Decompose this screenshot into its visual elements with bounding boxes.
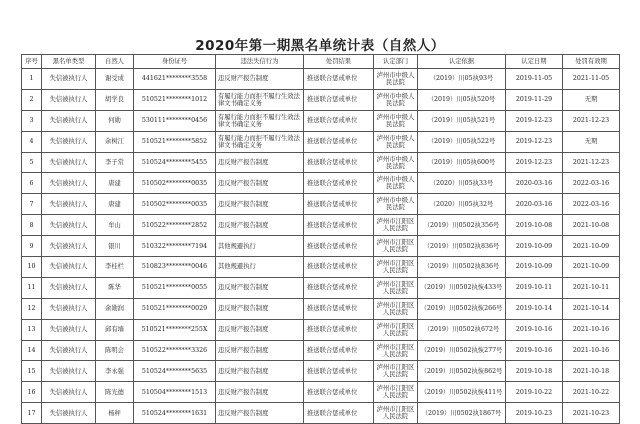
cell-behavior: 违反财产报告制度: [216, 277, 304, 298]
cell-dept: 泸州市江阳区人民法院: [374, 215, 418, 236]
table-row: [22, 319, 620, 340]
cell-dept: 泸州市江阳区人民法院: [374, 319, 418, 340]
cell-behavior: 违反财产报告制度: [216, 340, 304, 361]
header-date: 认定日期: [506, 55, 563, 69]
cell-no: 5: [22, 152, 42, 173]
cell-validity: 2021-11-05: [563, 69, 620, 90]
cell-name: 唐建: [96, 173, 134, 194]
cell-dept: 泸州市江阳区人民法院: [374, 382, 418, 403]
cell-type: 失信被执行人: [42, 236, 96, 257]
cell-date: 2019-10-09: [506, 236, 563, 257]
cell-date: 2019-10-23: [506, 403, 563, 424]
cell-validity: 无期: [563, 131, 620, 152]
cell-basis: （2019）川05执93号: [418, 69, 506, 90]
cell-type: 失信被执行人: [42, 89, 96, 110]
cell-no: 14: [22, 340, 42, 361]
table-row: [22, 277, 620, 298]
cell-no: 11: [22, 277, 42, 298]
cell-no: 16: [22, 382, 42, 403]
cell-basis: （2019）川05执522号: [418, 131, 506, 152]
cell-id: 510504********1513: [134, 382, 216, 403]
header-dept: 认定部门: [374, 55, 418, 69]
cell-no: 9: [22, 236, 42, 257]
cell-behavior: 违反财产报告制度: [216, 382, 304, 403]
cell-type: 失信被执行人: [42, 319, 96, 340]
cell-behavior: 有履行能力而拒不履行生效法律文书确定义务: [216, 89, 304, 110]
table-row: [22, 382, 620, 403]
cell-validity: 无期: [563, 89, 620, 110]
cell-type: 失信被执行人: [42, 173, 96, 194]
cell-type: 失信被执行人: [42, 194, 96, 215]
cell-type: 失信被执行人: [42, 131, 96, 152]
cell-type: 失信被执行人: [42, 340, 96, 361]
cell-name: 余勋润: [96, 298, 134, 319]
cell-result: 推送联合惩戒单位: [304, 131, 374, 152]
cell-id: 510524********5635: [134, 361, 216, 382]
cell-behavior: 违反财产报告制度: [216, 298, 304, 319]
cell-no: 4: [22, 131, 42, 152]
table-row: [22, 236, 620, 257]
cell-result: 推送联合惩戒单位: [304, 236, 374, 257]
cell-dept: 泸州市中级人民法院: [374, 131, 418, 152]
cell-type: 失信被执行人: [42, 298, 96, 319]
cell-basis: （2019）川0502执恢862号: [418, 361, 506, 382]
cell-result: 推送联合惩戒单位: [304, 110, 374, 131]
cell-result: 推送联合惩戒单位: [304, 69, 374, 90]
cell-no: 6: [22, 173, 42, 194]
cell-date: 2019-10-09: [506, 257, 563, 278]
cell-validity: 2021-10-11: [563, 277, 620, 298]
cell-validity: 2021-12-23: [563, 110, 620, 131]
cell-result: 推送联合惩戒单位: [304, 298, 374, 319]
cell-validity: 2021-10-22: [563, 382, 620, 403]
cell-result: 推送联合惩戒单位: [304, 152, 374, 173]
cell-validity: 2021-10-08: [563, 215, 620, 236]
table-row: [22, 110, 620, 131]
cell-no: 12: [22, 298, 42, 319]
cell-name: 李子常: [96, 152, 134, 173]
cell-name: 唐建: [96, 194, 134, 215]
cell-id: 510521********5852: [134, 131, 216, 152]
cell-dept: 泸州市中级人民法院: [374, 173, 418, 194]
cell-id: 510502********0035: [134, 194, 216, 215]
cell-type: 失信被执行人: [42, 277, 96, 298]
cell-name: 谢受成: [96, 69, 134, 90]
cell-result: 推送联合惩戒单位: [304, 215, 374, 236]
cell-dept: 泸州市江阳区人民法院: [374, 361, 418, 382]
cell-dept: 泸州市江阳区人民法院: [374, 257, 418, 278]
cell-name: 李桂栏: [96, 257, 134, 278]
cell-validity: 2022-03-16: [563, 173, 620, 194]
cell-date: 2019-12-23: [506, 131, 563, 152]
cell-behavior: 违反财产报告制度: [216, 69, 304, 90]
cell-type: 失信被执行人: [42, 110, 96, 131]
cell-validity: 2021-10-23: [563, 403, 620, 424]
cell-no: 15: [22, 361, 42, 382]
cell-id: 510322********7194: [134, 236, 216, 257]
cell-basis: （2019）川0502执恢433号: [418, 277, 506, 298]
cell-validity: 2021-10-16: [563, 319, 620, 340]
cell-name: 胡学良: [96, 89, 134, 110]
cell-result: 推送联合惩戒单位: [304, 277, 374, 298]
cell-name: 牟山: [96, 215, 134, 236]
table-header-row: [22, 55, 620, 69]
blacklist-table: [21, 54, 620, 424]
cell-name: 陈光德: [96, 382, 134, 403]
cell-name: 陈华: [96, 277, 134, 298]
cell-basis: （2019）川0502执恢411号: [418, 382, 506, 403]
cell-basis: （2019）川0502执1867号: [418, 403, 506, 424]
cell-basis: （2019）川0502执836号: [418, 257, 506, 278]
cell-date: 2019-10-16: [506, 319, 563, 340]
cell-validity: 2021-10-14: [563, 298, 620, 319]
cell-date: 2019-10-14: [506, 298, 563, 319]
cell-name: 何勋: [96, 110, 134, 131]
cell-id: 510521********255X: [134, 319, 216, 340]
cell-validity: 2021-10-09: [563, 236, 620, 257]
cell-basis: （2019）川0502执672号: [418, 319, 506, 340]
header-id: 身份证号: [134, 55, 216, 69]
cell-id: 510522********2852: [134, 215, 216, 236]
cell-id: 510521********1012: [134, 89, 216, 110]
table-row: [22, 361, 620, 382]
cell-result: 推送联合惩戒单位: [304, 361, 374, 382]
header-name: 自然人: [96, 55, 134, 69]
cell-behavior: 违反财产报告制度: [216, 194, 304, 215]
cell-type: 失信被执行人: [42, 69, 96, 90]
cell-basis: （2019）川05执521号: [418, 110, 506, 131]
table-row: [22, 89, 620, 110]
table-row: [22, 152, 620, 173]
cell-dept: 泸州市中级人民法院: [374, 152, 418, 173]
cell-name: 余树江: [96, 131, 134, 152]
cell-basis: （2019）川05执520号: [418, 89, 506, 110]
cell-dept: 泸州市中级人民法院: [374, 194, 418, 215]
cell-result: 推送联合惩戒单位: [304, 382, 374, 403]
table-row: [22, 340, 620, 361]
cell-dept: 泸州市中级人民法院: [374, 89, 418, 110]
cell-date: 2020-03-16: [506, 194, 563, 215]
cell-dept: 泸州市中级人民法院: [374, 110, 418, 131]
cell-result: 推送联合惩戒单位: [304, 340, 374, 361]
cell-name: 李永强: [96, 361, 134, 382]
cell-date: 2019-10-08: [506, 215, 563, 236]
table-row: [22, 215, 620, 236]
cell-type: 失信被执行人: [42, 361, 96, 382]
cell-result: 推送联合惩戒单位: [304, 194, 374, 215]
cell-id: 510524********1631: [134, 403, 216, 424]
cell-basis: （2020）川05执33号: [418, 173, 506, 194]
cell-no: 2: [22, 89, 42, 110]
cell-behavior: 有履行能力而拒不履行生效法律文书确定义务: [216, 131, 304, 152]
cell-date: 2019-11-29: [506, 89, 563, 110]
cell-id: 510521********0055: [134, 277, 216, 298]
cell-date: 2019-12-23: [506, 152, 563, 173]
cell-id: 510823********0046: [134, 257, 216, 278]
cell-name: 陈明会: [96, 340, 134, 361]
cell-no: 8: [22, 215, 42, 236]
cell-behavior: 违反财产报告制度: [216, 173, 304, 194]
table-row: [22, 257, 620, 278]
cell-dept: 泸州市江阳区人民法院: [374, 236, 418, 257]
header-no: 序号: [22, 55, 42, 69]
cell-no: 1: [22, 69, 42, 90]
header-basis: 认定依据: [418, 55, 506, 69]
cell-date: 2019-10-11: [506, 277, 563, 298]
cell-name: 银川: [96, 236, 134, 257]
cell-id: 530111********0456: [134, 110, 216, 131]
table-row: [22, 131, 620, 152]
cell-basis: （2019）川0502执恢266号: [418, 298, 506, 319]
cell-behavior: 违反财产报告制度: [216, 215, 304, 236]
cell-basis: （2019）川05执600号: [418, 152, 506, 173]
cell-result: 推送联合惩戒单位: [304, 257, 374, 278]
cell-date: 2019-10-22: [506, 382, 563, 403]
header-behavior: 违法失信行为: [216, 55, 304, 69]
cell-dept: 泸州市江阳区人民法院: [374, 277, 418, 298]
cell-no: 10: [22, 257, 42, 278]
cell-type: 失信被执行人: [42, 215, 96, 236]
cell-result: 推送联合惩戒单位: [304, 173, 374, 194]
cell-basis: （2019）川0502执836号: [418, 236, 506, 257]
cell-type: 失信被执行人: [42, 152, 96, 173]
cell-result: 推送联合惩戒单位: [304, 89, 374, 110]
cell-behavior: 违反财产报告制度: [216, 319, 304, 340]
cell-validity: 2021-10-18: [563, 361, 620, 382]
cell-result: 推送联合惩戒单位: [304, 403, 374, 424]
cell-validity: 2021-12-23: [563, 152, 620, 173]
table-row: [22, 69, 620, 90]
header-validity: 处罚有效期: [563, 55, 620, 69]
cell-date: 2019-10-18: [506, 361, 563, 382]
cell-id: 441621********3558: [134, 69, 216, 90]
cell-id: 510524********5455: [134, 152, 216, 173]
cell-behavior: 违反财产报告制度: [216, 361, 304, 382]
cell-type: 失信被执行人: [42, 403, 96, 424]
cell-basis: （2019）川0502执恢277号: [418, 340, 506, 361]
cell-behavior: 其他规避执行: [216, 257, 304, 278]
cell-id: 510521********0029: [134, 298, 216, 319]
header-type: 黑名单类型: [42, 55, 96, 69]
cell-no: 17: [22, 403, 42, 424]
cell-result: 推送联合惩戒单位: [304, 319, 374, 340]
cell-validity: 2021-10-16: [563, 340, 620, 361]
table-row: [22, 298, 620, 319]
cell-date: 2019-11-05: [506, 69, 563, 90]
cell-basis: （2019）川0502执356号: [418, 215, 506, 236]
cell-behavior: 违反财产报告制度: [216, 152, 304, 173]
cell-behavior: 有履行能力而拒不履行生效法律文书确定义务: [216, 110, 304, 131]
cell-behavior: 违反财产报告制度: [216, 403, 304, 424]
cell-no: 7: [22, 194, 42, 215]
cell-name: 邱有墙: [96, 319, 134, 340]
cell-dept: 泸州市江阳区人民法院: [374, 298, 418, 319]
cell-name: 杨秤: [96, 403, 134, 424]
cell-basis: （2020）川05执32号: [418, 194, 506, 215]
cell-date: 2019-10-16: [506, 340, 563, 361]
cell-behavior: 其他规避执行: [216, 236, 304, 257]
cell-no: 3: [22, 110, 42, 131]
cell-id: 510522********3326: [134, 340, 216, 361]
cell-validity: 2021-10-09: [563, 257, 620, 278]
cell-type: 失信被执行人: [42, 257, 96, 278]
cell-validity: 2022-03-16: [563, 194, 620, 215]
page-title: 2020年第一期黑名单统计表（自然人）: [195, 38, 445, 54]
cell-type: 失信被执行人: [42, 382, 96, 403]
cell-id: 510502********0035: [134, 173, 216, 194]
table-row: [22, 173, 620, 194]
cell-date: 2020-03-16: [506, 173, 563, 194]
table-row: [22, 194, 620, 215]
cell-no: 13: [22, 319, 42, 340]
cell-date: 2019-12-23: [506, 110, 563, 131]
table-row: [22, 403, 620, 424]
cell-dept: 泸州市江阳区人民法院: [374, 340, 418, 361]
cell-dept: 泸州市中级人民法院: [374, 69, 418, 90]
header-result: 处罚结果: [304, 55, 374, 69]
cell-dept: 泸州市江阳区人民法院: [374, 403, 418, 424]
